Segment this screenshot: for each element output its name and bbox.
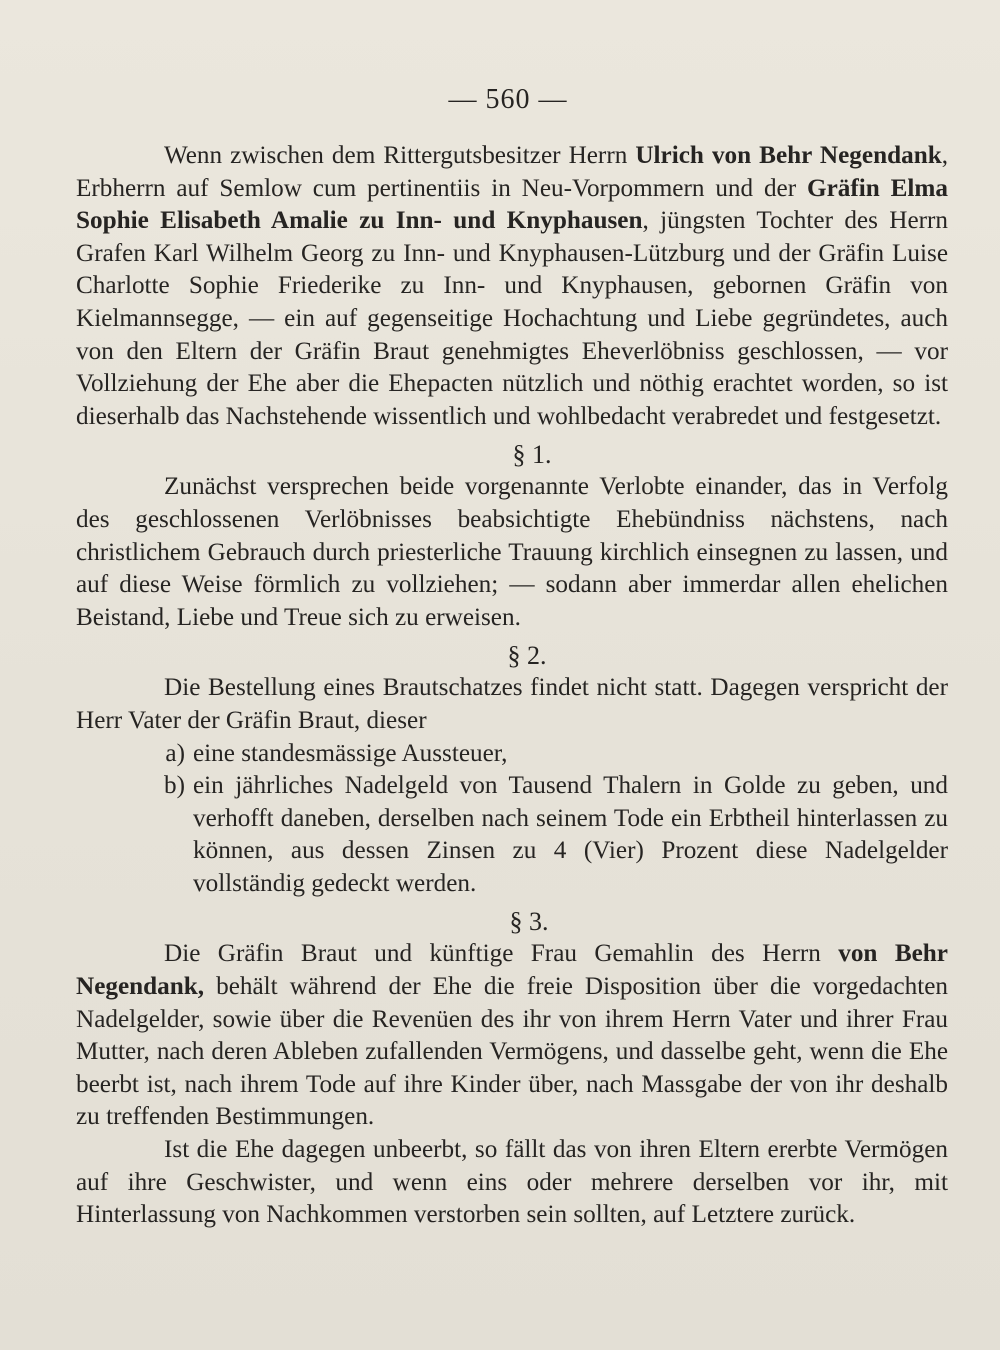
bride-name: Gräfin Elma Sophie Elisabeth Amalie zu Inn- und Knyphausen xyxy=(76,174,948,235)
list-item-text: eine standesmässige Aussteuer, xyxy=(193,739,508,767)
section-3-heading: § 3. xyxy=(509,907,549,937)
section-3-text xyxy=(76,938,948,1134)
section-3-text-1: Die Gräfin Braut und künftige Frau Gemahlin des Herrn xyxy=(164,940,839,968)
intro-text-2: , Erbherrn auf Semlow cum pertinentiis in Neu-Vorpommern und der xyxy=(76,142,949,202)
groom-name: Ulrich von Behr Negendank xyxy=(635,142,942,169)
section-1-text: Zunächst versprechen beide vorgenannte Verlobte einander, das in Verfolg des geschlossenen Verlöbnisses beabsichtigte Ehebündniss nächstens, nach christlichem Gebrauch durch priesterliche Trauung kirchlich einsegnen zu lassen, und auf diese Weise förmlich zu vollziehen; — sodann aber immerdar allen ehelichen Beistand, Liebe und Treue sich zu erweisen. xyxy=(76,473,948,631)
document-body xyxy=(76,140,948,1232)
section-2-heading: § 2. xyxy=(507,641,547,671)
intro-paragraph xyxy=(76,140,948,433)
list-item-marker: a) xyxy=(165,739,185,767)
intro-text-1: Wenn zwischen dem Rittergutsbesitzer Herrn xyxy=(164,142,636,169)
section-3-text-2: behält während der Ehe die freie Disposition über die vorgedachten Nadelgelder, sowie über die Revenüen des ihr von ihrem Herrn Vater und ihrer Frau Mutter, nach deren Ableben zufallenden Vermögens, und dasselbe geht, wenn die Ehe beerbt ist, nach ihrem Tode auf ihre Kinder über, nach Massgabe der von ihr deshalb zu treffenden Bestimmungen. xyxy=(76,973,948,1131)
list-item-marker: b) xyxy=(164,772,185,800)
section-3-text-continued: Ist die Ehe dagegen unbeerbt, so fällt das von ihren Eltern ererbte Vermögen auf ihre Geschwister, und wenn eins oder mehrere derselben vor ihr, mit Hinterlassung von Nachkommen verstorben sein sollten, auf Letztere zurück. xyxy=(76,1136,948,1229)
list-item xyxy=(76,738,948,771)
intro-text-3: , jüngsten Tochter des Herrn Grafen Karl Wilhelm Georg zu Inn- und Knyphausen-Lützburg und der Gräfin Luise Charlotte Sophie Friederike zu Inn- und Knyphausen, gebornen Gräfin von Kielmannsegge, — ein auf gegenseitige Hochachtung und Liebe gegründetes, auch von den Eltern der Gräfin Braut genehmigtes Eheverlöbniss geschlossen, — vor Vollziehung der Ehe aber die Ehepacten nützlich und nöthig erachtet worden, so ist dieserhalb das Nachstehende wissentlich und wohlbedacht verabredet und festgesetzt. xyxy=(76,207,948,430)
page-number: — 560 — xyxy=(448,84,568,115)
groom-name-short: von Behr Negendank, xyxy=(76,940,948,1001)
section-1-heading: § 1. xyxy=(512,440,552,470)
section-2-list xyxy=(76,738,948,901)
list-item xyxy=(76,770,948,900)
section-2-text: Die Bestellung eines Brautschatzes findet nicht statt. Dagegen verspricht der Herr Vater der Gräfin Braut, dieser xyxy=(76,674,948,734)
list-item-text: ein jährliches Nadelgeld von Tausend Thalern in Golde zu geben, und verhofft daneben, derselben nach seinem Tode ein Erbtheil hinterlassen zu können, aus dessen Zinsen zu 4 (Vier) Prozent diese Nadelgelder vollständig gedeckt werden. xyxy=(193,772,948,897)
